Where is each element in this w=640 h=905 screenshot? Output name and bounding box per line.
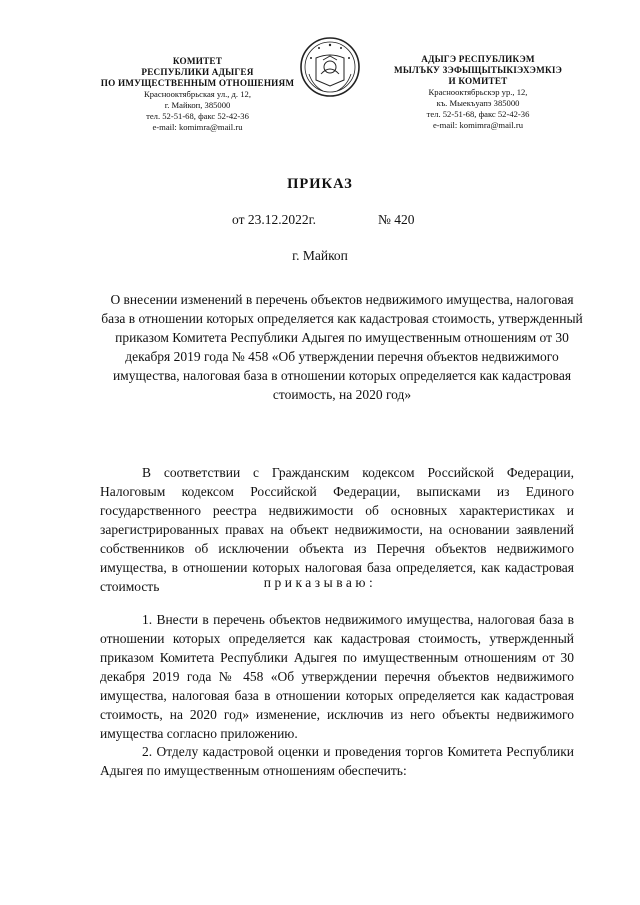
org-name-line2: РЕСПУБЛИКИ АДЫГЕЯ (141, 67, 254, 77)
org-name-line1: АДЫГЭ РЕСПУБЛИКЭМ (421, 54, 535, 64)
preamble-paragraph: В соответствии с Гражданским кодексом Российской Федерации, Налоговым кодексом Российской Федерации, выписками из Единого государственного реестра недвижимости об основных характеристиках и зарегистрированных правах на объект недвижимости, на основании заявлений собственников об исключении объекта из Перечня объектов недвижимого имущества, в отношении которых налоговая база определяется, как кадастровая стоимость (100, 465, 574, 594)
document-number: № 420 (378, 212, 415, 227)
document-date: от 23.12.2022г. (232, 212, 316, 227)
org-email: e-mail: komimra@mail.ru (152, 122, 243, 132)
org-city: къ. Мыекъуапэ 385000 (436, 98, 520, 108)
coat-of-arms-icon (299, 36, 361, 98)
org-address: Краснооктябрьскэр ур., 12, (428, 87, 528, 97)
document-type: ПРИКАЗ (287, 176, 353, 192)
header-right (378, 54, 578, 131)
order-word: приказываю: (263, 575, 377, 590)
org-name-line3: И КОМИТЕТ (448, 76, 508, 86)
org-city: г. Майкоп, 385000 (164, 100, 231, 110)
org-name-line2: МЫЛЪКУ ЗЭФЫЩЫТЫКIЭХЭМКIЭ (393, 65, 563, 75)
org-name-line1: КОМИТЕТ (172, 56, 223, 66)
document-city: г. Майкоп (292, 248, 348, 263)
org-phone: тел. 52-51-68, факс 52-42-36 (426, 109, 530, 119)
org-name-line3: ПО ИМУЩЕСТВЕННЫМ ОТНОШЕНИЯМ (100, 78, 295, 88)
org-phone: тел. 52-51-68, факс 52-42-36 (146, 111, 249, 121)
item-1-paragraph: 1. Внести в перечень объектов недвижимого имущества, налоговая база в отношении которых определяется как кадастровая стоимость, утвержденный приказом Комитета Республики Адыгея по имущественным отношениям от 30 декабря 2019 года № 458 «Об утверждении перечня объектов недвижимого имущества, налоговая база в отношении которых определяется как кадастровая стоимость, на 2020 год» изменение, исключив из него объекты недвижимого имущества согласно приложению. (100, 612, 574, 741)
org-email: e-mail: komimra@mail.ru (432, 120, 523, 130)
header-left (95, 56, 300, 133)
org-address: Краснооктябрьская ул., д. 12, (144, 89, 251, 99)
document-subject: О внесении изменений в перечень объектов недвижимого имущества, налоговая база в отношении которых определяется как кадастровая стоимость, утвержденный приказом Комитета Республики Адыгея по имущественным отношениям от 30 декабря 2019 года № 458 «Об утверждении перечня объектов недвижимого имущества, налоговая база в отношении которых определяется как кадастровая стоимость, на 2020 год» (101, 292, 583, 402)
item-2-paragraph: 2. Отделу кадастровой оценки и проведения торгов Комитета Республики Адыгея по имущественным отношениям обеспечить: (100, 744, 574, 778)
